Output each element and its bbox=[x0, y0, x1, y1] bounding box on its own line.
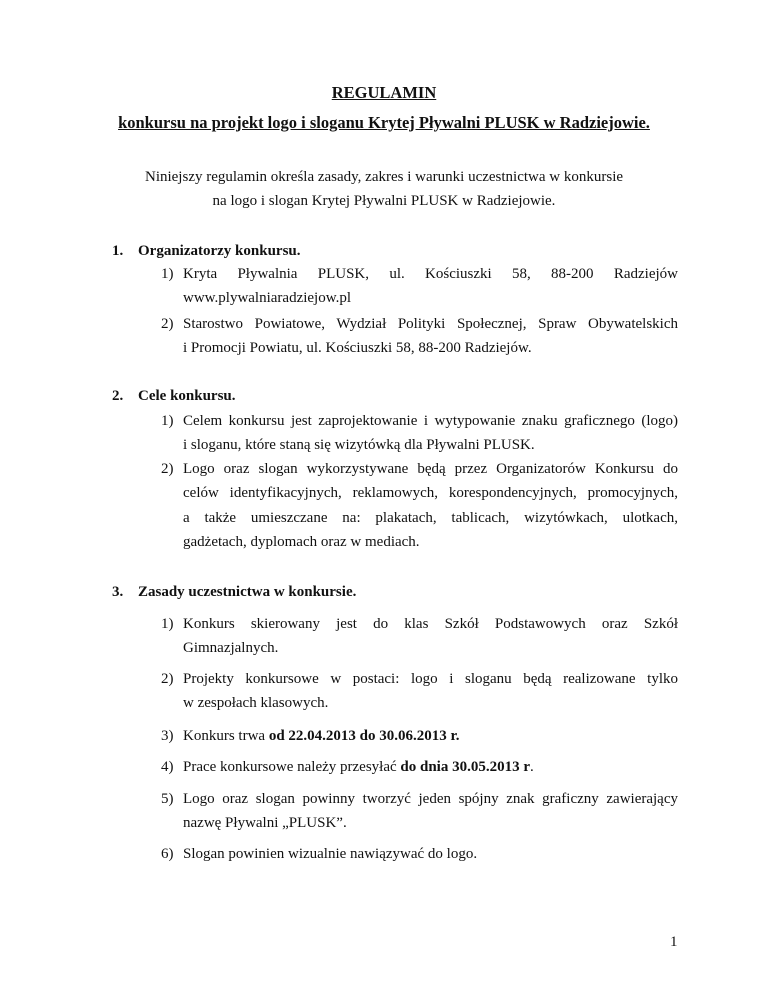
section-title: Cele konkursu. bbox=[138, 388, 236, 404]
item-text-line: w zespołach klasowych. bbox=[183, 695, 329, 712]
item-text-line: Konkurs skierowany jest do klas Szkół Podstawowych oraz Szkół bbox=[183, 616, 678, 632]
section-number: 2. bbox=[112, 388, 124, 404]
item-text-line: Celem konkursu jest zaprojektowanie i wytypowanie znaku graficznego (logo) bbox=[183, 413, 678, 429]
intro-line: na logo i slogan Krytej Pływalni PLUSK w Radziejowie. bbox=[212, 193, 556, 209]
item-text-bold: od 22.04.2013 do 30.06.2013 r. bbox=[268, 728, 460, 744]
item-text-line: nazwę Pływalni „PLUSK”. bbox=[183, 815, 347, 832]
item-text-line: Projekty konkursowe w postaci: logo i sloganu będą realizowane tylko bbox=[183, 671, 678, 687]
intro-line: Niniejszy regulamin określa zasady, zakres i warunki uczestnictwa w konkursie bbox=[144, 169, 624, 185]
item-text-line: i sloganu, które staną się wizytówką dla Pływalni PLUSK. bbox=[183, 437, 535, 454]
section-number: 1. bbox=[112, 243, 124, 259]
section-title: Organizatorzy konkursu. bbox=[138, 243, 301, 259]
item-number: 1) bbox=[161, 616, 174, 632]
item-text-line: www.plywalniaradziejow.pl bbox=[183, 290, 352, 307]
item-number: 2) bbox=[161, 671, 174, 687]
item-text-line: Slogan powinien wizualnie nawiązywać do logo. bbox=[183, 846, 478, 862]
item-text-line: a także umieszczane na: plakatach, tablicach, wizytówkach, ulotkach, bbox=[183, 509, 678, 526]
item-number: 2) bbox=[161, 316, 174, 332]
item-number: 5) bbox=[161, 791, 174, 807]
item-text-after: . bbox=[530, 759, 534, 775]
item-text-plain: Konkurs trwa bbox=[183, 728, 269, 744]
item-number: 2) bbox=[161, 461, 174, 477]
item-text-line: Gimnazjalnych. bbox=[183, 640, 279, 657]
item-number: 6) bbox=[161, 846, 174, 862]
document-title: REGULAMIN bbox=[331, 83, 437, 102]
item-text bbox=[183, 759, 678, 776]
item-text-line: celów identyfikacyjnych, reklamowych, korespondencyjnych, promocyjnych, bbox=[183, 485, 678, 502]
item-text bbox=[183, 728, 678, 745]
item-text-line: Kryta Pływalnia PLUSK, ul. Kościuszki 58, 88-200 Radziejów bbox=[183, 266, 678, 282]
page-number: 1 bbox=[670, 934, 678, 950]
item-number: 1) bbox=[161, 266, 174, 282]
document-subtitle: konkursu na projekt logo i sloganu Krytej Pływalni PLUSK w Radziejowie. bbox=[118, 113, 650, 132]
item-text-line: Logo oraz slogan powinny tworzyć jeden spójny znak graficzny zawierający bbox=[183, 791, 678, 807]
item-number: 1) bbox=[161, 413, 174, 429]
item-number: 4) bbox=[161, 759, 174, 775]
item-text-plain: Prace konkursowe należy przesyłać bbox=[183, 759, 401, 775]
item-text-line: Starostwo Powiatowe, Wydział Polityki Społecznej, Spraw Obywatelskich bbox=[183, 316, 678, 332]
item-number: 3) bbox=[161, 728, 174, 744]
item-text-line: Logo oraz slogan wykorzystywane będą przez Organizatorów Konkursu do bbox=[183, 461, 678, 477]
section-title: Zasady uczestnictwa w konkursie. bbox=[138, 584, 357, 600]
section-number: 3. bbox=[112, 584, 124, 600]
item-text-line: gadżetach, dyplomach oraz w mediach. bbox=[183, 533, 420, 550]
item-text-bold: do dnia 30.05.2013 r bbox=[400, 759, 531, 775]
item-text-line: i Promocji Powiatu, ul. Kościuszki 58, 88-200 Radziejów. bbox=[183, 340, 532, 357]
